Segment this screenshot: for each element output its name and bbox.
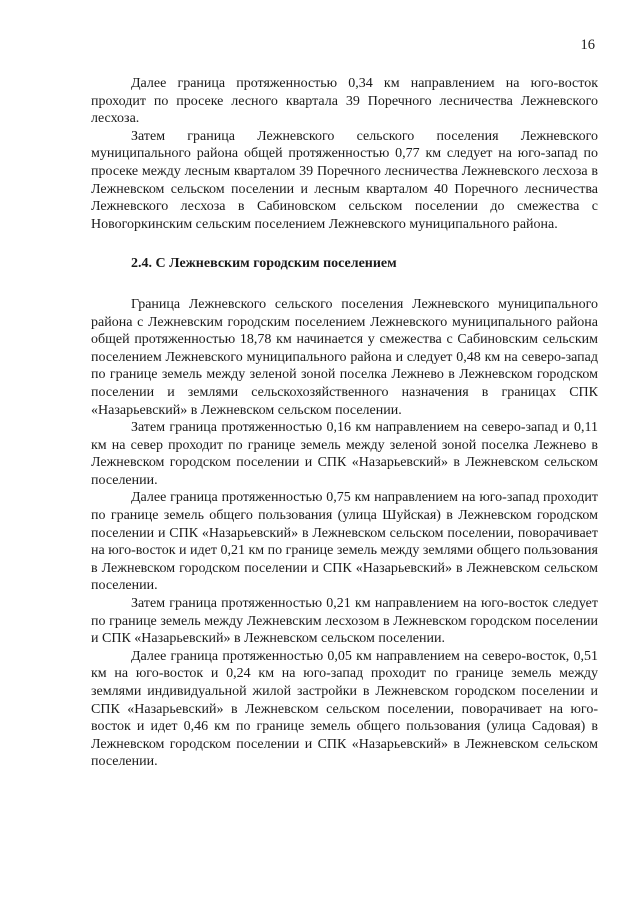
paragraph: Далее граница протяженностью 0,34 км направлением на юго-восток проходит по просеке лесного квартала 39 Поречного лесничества Лежневского лесхоза. — [91, 76, 598, 127]
page-number: 16 — [580, 37, 595, 53]
section-heading: 2.4. С Лежневским городским поселением — [131, 256, 397, 272]
paragraph: Граница Лежневского сельского поселения Лежневского муниципального района с Лежневским городским поселением Лежневского муниципального района общей протяженностью 18,78 км начинается у смежества с Сабиновским сельским поселением Лежневского муниципального района и следует 0,48 км на северо-запад по границе земель между зеленой зоной поселка Лежнево в Лежневском городском поселении и землями сельскохозяйственного назначения в границах СПК «Назарьевский» в Лежневском сельском поселении. — [91, 296, 598, 418]
paragraph: Затем граница Лежневского сельского поселения Лежневского муниципального района общей протяженностью 0,77 км следует на юго-запад по просеке между лесным кварталом 39 Поречного лесничества Лежневского лесхоза в Лежневском сельском поселении и лесным кварталом 40 Поречного лесничества Лежневского лесхоза в Сабиновском сельском поселении до смежества с Новогоркинским сельским поселением Лежневского муниципального района. — [91, 128, 598, 232]
paragraph: Далее граница протяженностью 0,75 км направлением на юго-запад проходит по границе земель общего пользования (улица Шуйская) в Лежневском городском поселении и СПК «Назарьевский» в Лежневском сельском поселении, поворачивает на юго-восток и идет 0,21 км по границе земель между землями общего пользования в Лежневском городском поселении и СПК «Назарьевский» в Лежневском сельском поселении. — [91, 490, 598, 594]
paragraph: Затем граница протяженностью 0,21 км направлением на юго-восток следует по границе земель между Лежневским лесхозом в Лежневском городском поселении и СПК «Назарьевский» в Лежневском сельском поселении. — [91, 596, 598, 647]
document-body — [91, 75, 598, 771]
paragraph: Далее граница протяженностью 0,05 км направлением на северо-восток, 0,51 км на юго-восток и 0,24 км на юго-запад проходит по границе земель между землями индивидуальной жилой застройки в Лежневском городском поселении и СПК «Назарьевский» в Лежневском сельском поселении, поворачивает на юго-восток и идет 0,46 км по границе земель общего пользования (улица Садовая) в Лежневском городском поселении и СПК «Назарьевский» в Лежневском сельском поселении. — [91, 648, 598, 770]
paragraph: Затем граница протяженностью 0,16 км направлением на северо-запад и 0,11 км на север проходит по границе земель между зеленой зоной поселка Лежнево в Лежневском городском поселении и СПК «Назарьевский» в Лежневском сельском поселении. — [91, 420, 598, 488]
